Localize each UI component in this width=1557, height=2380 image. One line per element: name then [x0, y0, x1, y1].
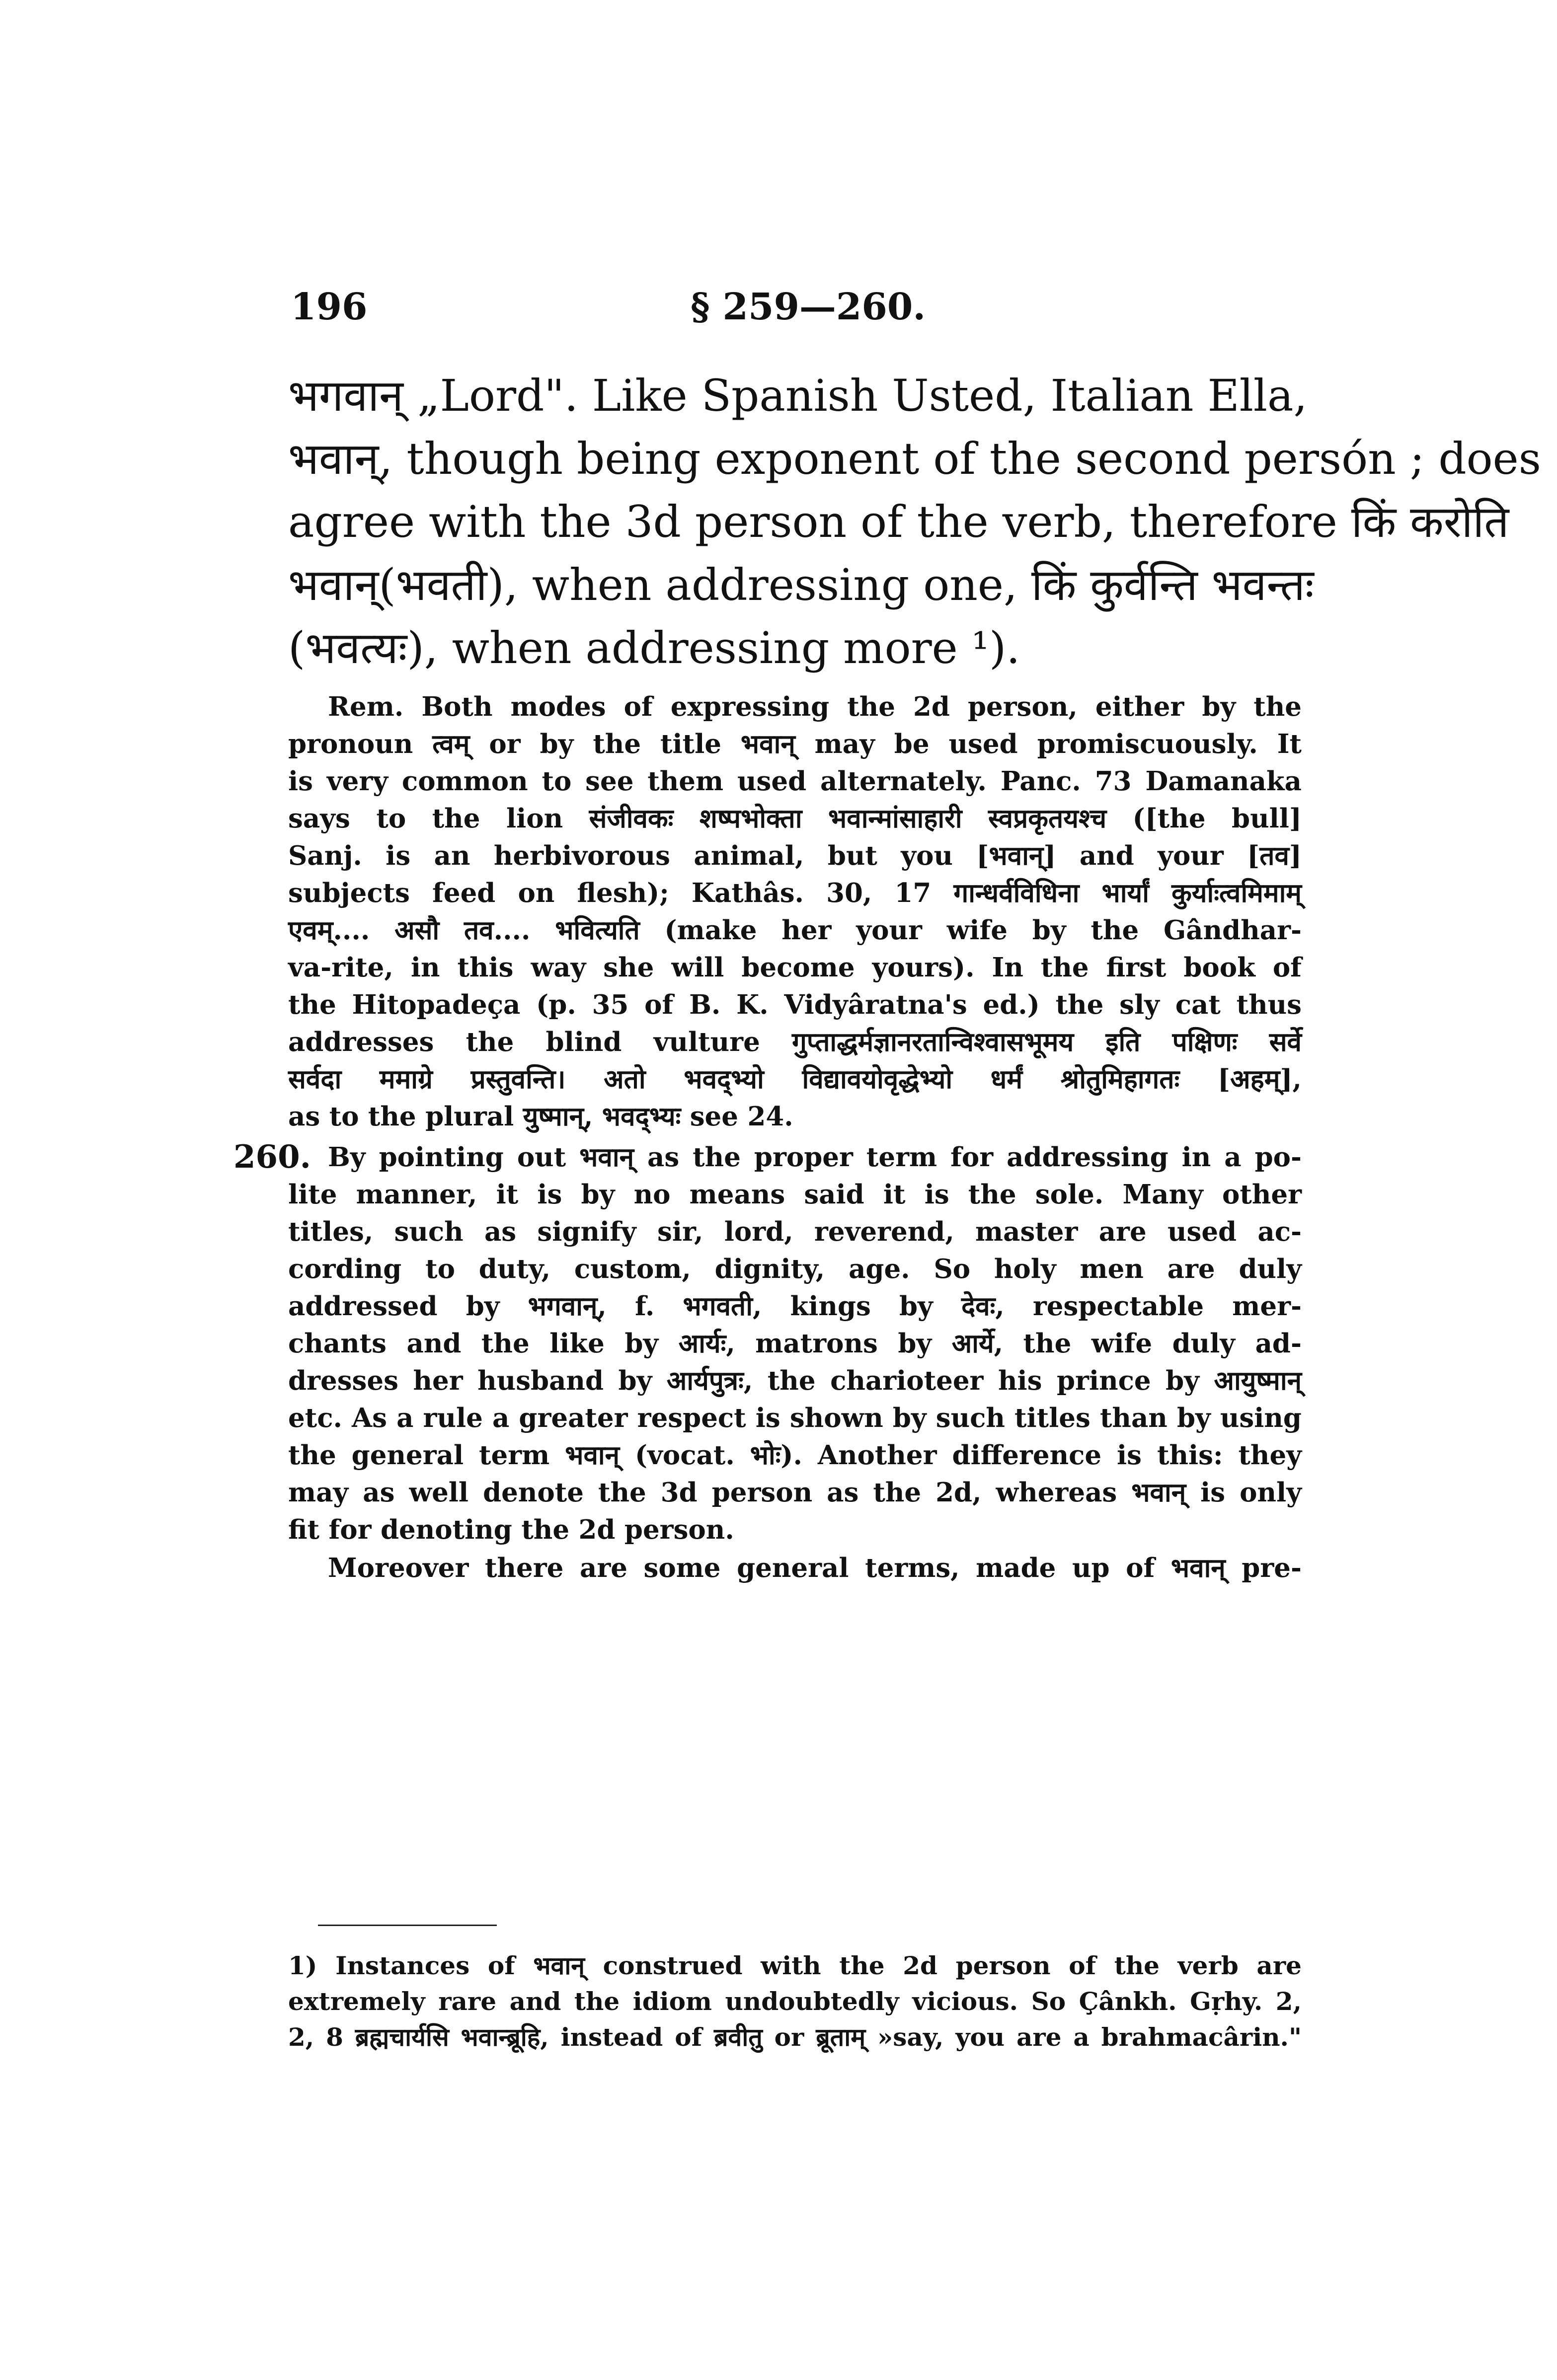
text-line: Rem. Both modes of expressing the 2d person, either by the	[328, 691, 1302, 722]
text-line: भगवान् „Lord". Like Spanish Usted, Italian Ella,	[288, 370, 1308, 421]
text-line: the Hitopadeça (p. 35 of B. K. Vidyâratna's ed.) the sly cat thus	[288, 989, 1302, 1020]
section-range: § 259—260.	[691, 286, 926, 328]
text-line: भवान्, though being exponent of the second persón ; does	[288, 433, 1541, 484]
text-line: By pointing out भवान् as the proper term for addressing in a po-	[328, 1142, 1302, 1173]
text-line: chants and the like by आर्यः, matrons by आर्ये, the wife duly ad-	[288, 1328, 1302, 1359]
text-line: dresses her husband by आर्यपुत्रः, the charioteer his prince by आयुष्मान्	[288, 1365, 1302, 1396]
text-line: agree with the 3d person of the verb, therefore किं करोति	[288, 496, 1509, 547]
text-line: is very common to see them used alternately. Panc. 73 Damanaka	[288, 766, 1302, 797]
text-line: lite manner, it is by no means said it is the sole. Many other	[288, 1179, 1302, 1210]
footnote-line: 1) Instances of भवान् construed with the 2d person of the verb are	[288, 1951, 1302, 1980]
page-number: 196	[291, 286, 368, 328]
footnote-divider	[318, 1925, 497, 1926]
text-line: सर्वदा ममाग्रे प्रस्तुवन्ति। अतो भवद्भ्यो विद्यावयोवृद्धेभ्यो धर्मं श्रोतुमिहागतः [अहम्],	[288, 1064, 1302, 1095]
text-line: Moreover there are some general terms, made up of भवान् pre-	[328, 1553, 1302, 1583]
footnote-line: 2, 8 ब्रह्मचार्यसि भवान्ब्रूहि, instead of ब्रवीतु or ब्रूताम् »say, you are a brahmacârin."	[288, 2022, 1302, 2052]
text-line: एवम्.... असौ तव.... भवित्यति (make her your wife by the Gândhar-	[288, 915, 1302, 946]
text-line: fit for denoting the 2d person.	[288, 1514, 734, 1545]
text-line: may as well denote the 3d person as the 2d, whereas भवान् is only	[288, 1477, 1302, 1508]
text-line: addresses the blind vulture गुप्ताद्धर्मज्ञानरतान्विश्वासभूमय इति पक्षिणः सर्वे	[288, 1027, 1302, 1057]
text-line: भवान्(भवती), when addressing one, किं कुर्वन्ति भवन्तः	[288, 559, 1314, 610]
text-line: says to the lion संजीवकः शष्पभोक्ता भवान्मांसाहारी स्वप्रकृतयश्च ([the bull]	[288, 803, 1302, 834]
text-line: as to the plural युष्मान्, भवद्भ्यः see 24.	[288, 1101, 793, 1132]
text-line: pronoun त्वम् or by the title भवान् may be used promiscuously. It	[288, 729, 1302, 759]
text-line: Sanj. is an herbivorous animal, but you [भवान्] and your [तव]	[288, 840, 1302, 871]
text-line: addressed by भगवान्, f. भगवती, kings by देवः, respectable mer-	[288, 1291, 1302, 1322]
text-line: cording to duty, custom, dignity, age. So holy men are duly	[288, 1254, 1302, 1284]
text-line: va-rite, in this way she will become yours). In the first book of	[288, 952, 1302, 983]
text-line: (भवत्यः), when addressing more ¹).	[288, 622, 1020, 673]
text-line: subjects feed on flesh); Kathâs. 30, 17 गान्धर्वविधिना भार्यां कुर्याःत्वमिमाम्	[288, 878, 1302, 908]
text-line: the general term भवान् (vocat. भोः). Another difference is this: they	[288, 1440, 1302, 1471]
text-line: titles, such as signify sir, lord, reverend, master are used ac-	[288, 1216, 1302, 1247]
section-number: 260.	[234, 1138, 311, 1176]
text-line: etc. As a rule a greater respect is shown by such titles than by using	[288, 1403, 1302, 1433]
footnote-line: extremely rare and the idiom undoubtedly vicious. So Çânkh. Gṛhy. 2,	[288, 1987, 1302, 2016]
